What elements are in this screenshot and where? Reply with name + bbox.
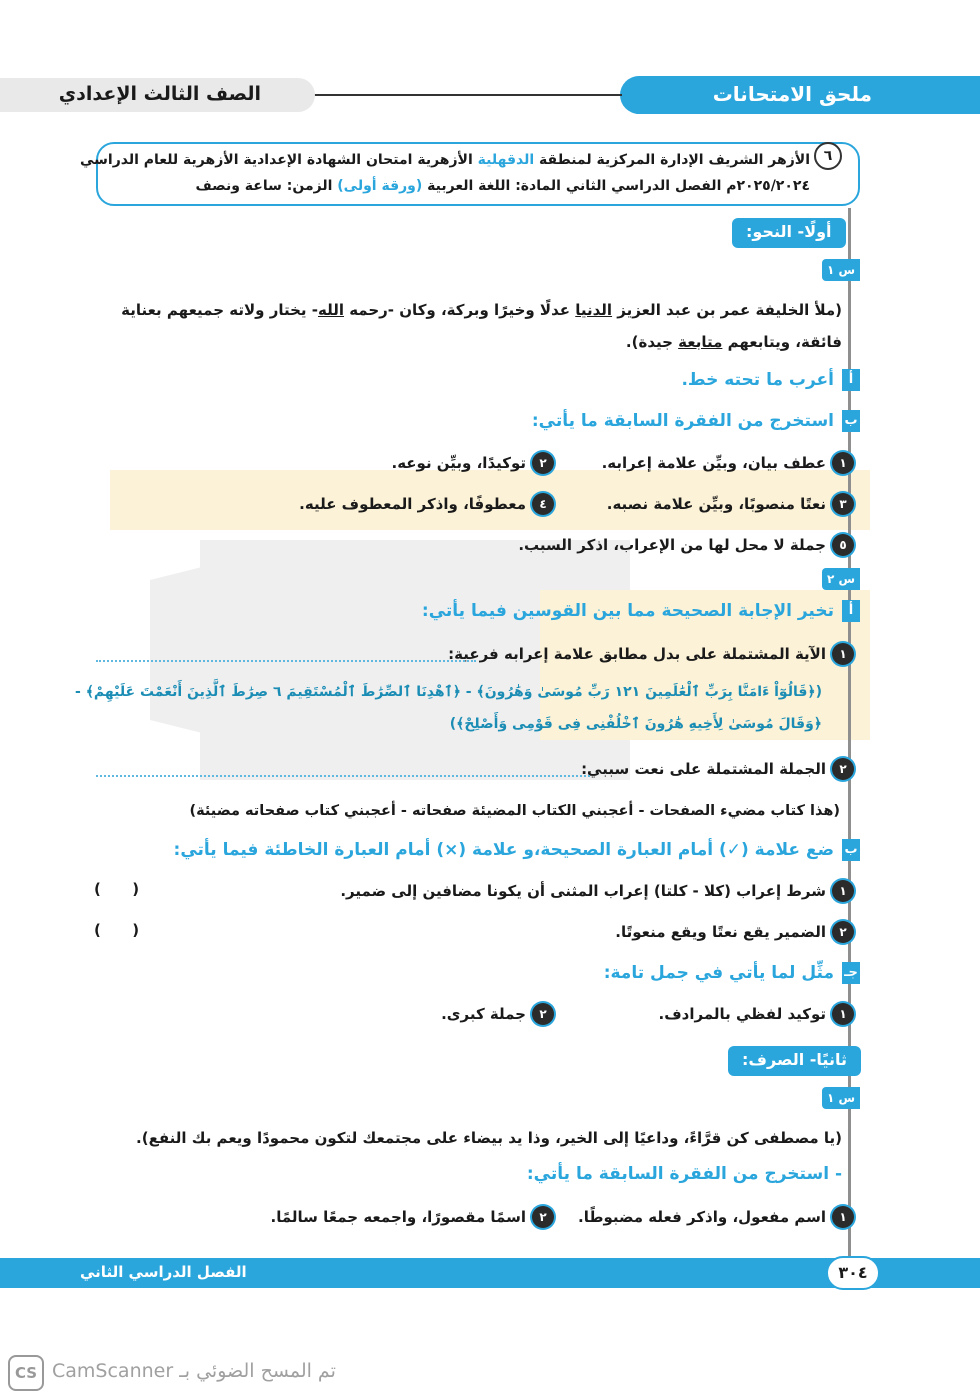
subquestion-c: جـ مثِّل لما يأتي في جمل تامة: (604, 962, 860, 984)
section-title-grammar: أولًا- النحو: (732, 218, 846, 248)
appendix-title: ملحق الامتحانات (712, 82, 872, 106)
list-item: ٢ الضمير يقع نعتًا ويقع منعوتًا. (615, 921, 854, 943)
subquestion-a: أ تخير الإجابة الصحيحة مما بين القوسين فيما يأتي: (422, 600, 860, 622)
exam-info-box (79, 142, 860, 206)
list-item: ١ شرط إعراب (كلا - كلتا) إعراب المثنى أن يكونا مضافين إلى ضمير. (340, 880, 854, 902)
passage-line: (ملأ الخليفة عمر بن عبد العزيز الدنيا عدلًا وخيرًا وبركة، وكان -رحمه الله- يختار ولاته جميعهم بعناية (121, 301, 842, 319)
subquestion-letter: ب (842, 839, 860, 861)
subquestion-letter: أ (842, 369, 860, 391)
exam-info-line1: الأزهر الشريف الإدارة المركزية لمنطقة الدقهلية الأزهرية امتحان الشهادة الإعدادية الأزهرية للعام الدراسي (79, 152, 810, 168)
list-item: ٣ نعتًا منصوبًا، وبيِّن علامة نصبه. (607, 493, 854, 515)
exam-info-line2: ٢٠٢٥/٢٠٢٤م الفصل الدراسي الثاني المادة: اللغة العربية (ورقة أولى) الزمن: ساعة ونصف (195, 178, 810, 194)
camscanner-caption: تم المسح الضوئي بـ CamScanner (52, 1360, 336, 1382)
grade-label: الصف الثالث الإعدادي (58, 83, 261, 105)
subquestion-letter: أ (842, 600, 860, 622)
subquestion-letter: ب (842, 410, 860, 432)
list-item: ٥ جملة لا محل لها من الإعراب، اذكر السبب. (518, 534, 854, 556)
passage-line: فائقة، ويتابعهم متابعة جيدة). (625, 333, 842, 351)
exam-number-badge: ٦ (814, 142, 842, 170)
passage-line: (يا مصطفى كن قرَّاءً، وداعيًا إلى الخير، وذا يد بيضاء على مجتمعك لتكون محمودًا ويعم بك النفع). (136, 1129, 842, 1147)
quran-options-line: (﴿قَالُوٓاْ ءَامَنَّا بِرَبِّ ٱلْعَٰلَمِينَ ١٢١ رَبِّ مُوسَىٰ وَهَٰرُونَ﴾ - ﴿ٱهْدِنَا ٱلصِّرَٰطَ ٱلْمُسْتَقِيمَ ٦ صِرَٰطَ ٱلَّذِينَ أَنْعَمْتَ عَلَيْهِمْ﴾ - (75, 684, 822, 700)
list-item: ١ اسم مفعول، واذكر فعله مضبوطًا. (578, 1206, 854, 1228)
appendix-title-bar (620, 76, 980, 114)
subquestion-b: ب استخرج من الفقرة السابقة ما يأتي: (532, 410, 860, 432)
camscanner-logo: CS (8, 1355, 44, 1391)
grade-bar (0, 78, 315, 112)
question-tag: س ٢ (822, 568, 860, 590)
list-item: ٢ الجملة المشتملة على نعت سببي: (581, 758, 854, 780)
quran-options-line: ﴿وَقَالَ مُوسَىٰ لِأَخِيهِ هَٰرُونَ ٱخْلُفْنِى فِى قَوْمِى وَأَصْلِحْ﴾) (449, 716, 822, 732)
list-item: ٤ معطوفًا، واذكر المعطوف عليه. (299, 493, 554, 515)
question-tag: س ١ (822, 259, 860, 281)
list-item: ٢ اسمًا مقصورًا، واجمعه جمعًا سالمًا. (271, 1206, 554, 1228)
list-item: ١ عطف بيان، وبيِّن علامة إعرابه. (602, 452, 854, 474)
answer-bracket[interactable]: ( ) (94, 921, 140, 939)
semester-label: الفصل الدراسي الثاني (80, 1263, 247, 1281)
answer-dotted-line (96, 660, 476, 662)
list-item: ٢ توكيدًا، وبيِّن نوعه. (392, 452, 555, 474)
list-item: ١ الآية المشتملة على بدل مطابق علامة إعرابه فرعية: (448, 643, 854, 665)
options-line: (هذا كتاب مضيء الصفحات - أعجبني الكتاب المضيئة صفحاته - أعجبني كتاب صفحاته مضيئة) (189, 803, 840, 819)
section-title-morphology: ثانيًا- الصرف: (728, 1046, 861, 1076)
subquestion-letter: جـ (842, 962, 860, 984)
answer-bracket[interactable]: ( ) (94, 880, 140, 898)
region-name: الدقهلية (477, 152, 535, 168)
question-tag: س ١ (822, 1087, 860, 1109)
list-item: ٢ جملة كبرى. (441, 1003, 554, 1025)
subquestion-b: ب ضع علامة (✓) أمام العبارة الصحيحة،و علامة (×) أمام العبارة الخاطئة فيما يأتي: (174, 839, 860, 861)
subquestion-a: أ أعرب ما تحته خط. (681, 369, 860, 391)
page-number: ٣٠٤ (826, 1256, 880, 1290)
paper-label: (ورقة أولى) (337, 178, 423, 194)
extract-instruction: - استخرج من الفقرة السابقة ما يأتي: (526, 1164, 842, 1184)
header-divider (310, 94, 622, 96)
answer-dotted-line (96, 775, 590, 777)
list-item: ١ توكيد لفظي بالمرادف. (659, 1003, 854, 1025)
